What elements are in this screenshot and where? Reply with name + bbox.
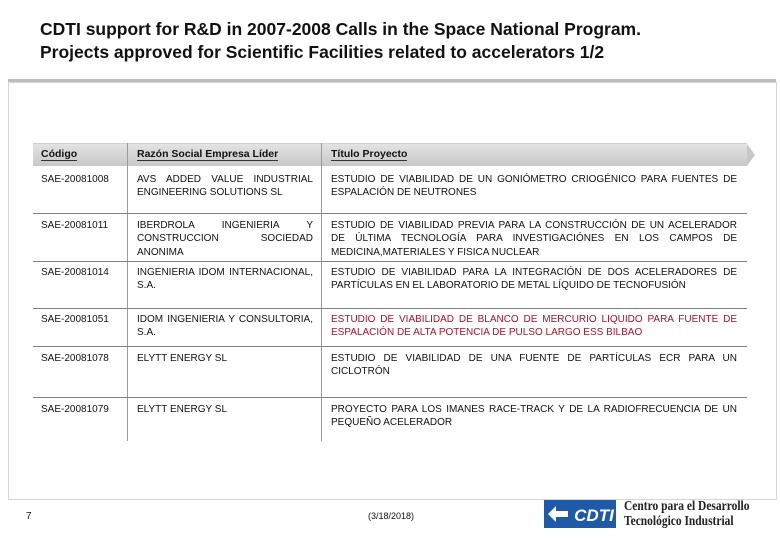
table-row-company: IBERDROLA INGENIERIA Y CONSTRUCCION SOCIEDAD ANONIMA [137, 220, 313, 258]
table-row-company: ELYTT ENERGY SL [137, 353, 228, 364]
row-separator [33, 308, 747, 309]
table-row-code: SAE-20081051 [41, 314, 109, 325]
table-row-company: AVS ADDED VALUE INDUSTRIAL ENGINEERING SOLUTIONS SL [137, 174, 313, 199]
header-razon-social: Razón Social Empresa Líder [137, 148, 279, 160]
footer-date: (3/18/2018) [368, 511, 415, 521]
cdti-logo-icon [544, 500, 616, 528]
row-separator [33, 261, 747, 262]
table-row-company: IDOM INGENIERIA Y CONSULTORIA, S.A. [137, 314, 313, 339]
page-number: 7 [26, 511, 32, 522]
row-separator [33, 213, 747, 214]
table-row-company: INGENIERIA IDOM INTERNACIONAL, S.A. [137, 267, 313, 292]
title-line-1: CDTI support for R&D in 2007-2008 Calls in the Space National Program. [40, 19, 641, 39]
table-row-code: SAE-20081014 [41, 267, 109, 278]
table-row-code: SAE-20081079 [41, 404, 109, 415]
table-row-project-highlighted: ESTUDIO DE VIABILIDAD DE BLANCO DE MERCURIO LIQUIDO PARA FUENTE DE ESPALACIÓN DE ALTA POTENCIA DE PULSO LARGO ESS BILBAO [331, 314, 737, 339]
org-name-line-2: Tecnológico Industrial [624, 513, 734, 528]
table-row-project: ESTUDIO DE VIABILIDAD DE UNA FUENTE DE PARTÍCULAS ECR PARA UN CICLOTRÓN [331, 353, 737, 378]
row-separator [33, 397, 747, 398]
table-row-project: ESTUDIO DE VIABILIDAD PARA LA INTEGRACIÓN DE DOS ACELERADORES DE PARTÍCULAS EN EL LABORATORIO DE METAL LÍQUIDO DE TECNOFUSIÓN [331, 267, 737, 292]
table-row-code: SAE-20081078 [41, 353, 109, 364]
org-name-line-1: Centro para el Desarrollo [624, 498, 750, 513]
row-separator [33, 346, 747, 347]
header-codigo: Código [41, 148, 78, 160]
table-row-code: SAE-20081011 [41, 220, 109, 231]
table-row-company: ELYTT ENERGY SL [137, 404, 228, 415]
table-row-code: SAE-20081008 [41, 174, 109, 185]
title-line-2: Projects approved for Scientific Facilities related to accelerators 1/2 [40, 42, 605, 62]
header-arrow-shape [747, 144, 755, 166]
table-row-project: ESTUDIO DE VIABILIDAD PREVIA PARA LA CONSTRUCCIÓN DE UN ACELERADOR DE ÚLTIMA TECNOLOGÍA PARA INVESTIGACIÓNES EN LOS CAMPOS DE MEDICINA,MATERIALES Y FISICA NUCLEAR [331, 220, 737, 258]
slide-title [40, 18, 770, 64]
table-row-project: PROYECTO PARA LOS IMANES RACE-TRACK Y DE LA RADIOFRECUENCIA DE UN PEQUEÑO ACELERADOR [331, 404, 737, 429]
header-titulo-proyecto: Título Proyecto [331, 148, 408, 160]
logo-wordmark: CDTI [574, 506, 614, 525]
organization-name [624, 498, 749, 528]
table-row-project: ESTUDIO DE VIABILIDAD DE UN GONIÓMETRO CRIOGÉNICO PARA FUENTES DE ESPALACIÓN DE NEUTRONES [331, 174, 737, 199]
